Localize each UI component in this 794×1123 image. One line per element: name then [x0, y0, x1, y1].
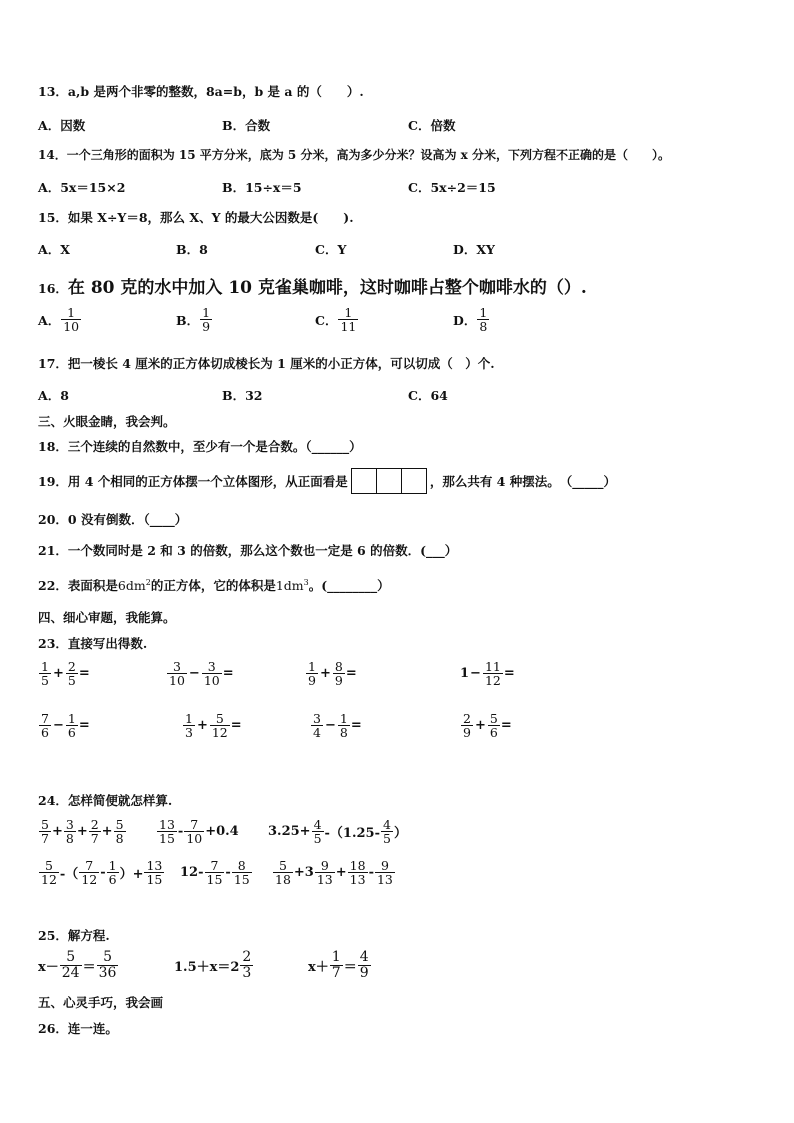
q17-option-a[interactable]: A．8	[38, 388, 69, 403]
q23-expr-3: $\frac{1}{9}$ + $\frac{8}{9}$ =	[308, 659, 357, 689]
q16-text: 在 80 克的水中加入 10 克雀巢咖啡，这时咖啡占整个咖啡水的（）.	[67, 278, 587, 298]
q23-expr-8: $\frac{2}{9}$ + $\frac{5}{6}$ =	[463, 711, 512, 741]
q24-expr-5: 12- $\frac{7}{15}$ - $\frac{8}{15}$	[180, 858, 250, 888]
question-20: 20．0 没有倒数．（____）	[38, 512, 188, 527]
q19-text-post: ，那么共有 4 种摆法。 （_____）	[429, 474, 616, 489]
q16-d-label: D．	[453, 312, 477, 328]
q16-c-label: C．	[315, 312, 338, 328]
q25-equation-3: x＋ 1 7 ＝ 4 9	[308, 949, 369, 981]
q24-expr-4: $\frac{5}{12}$ -（ $\frac{7}{12}$ - $\frac{1}{6}$ ）+ $\frac{13}{15}$	[41, 858, 163, 888]
q24-expr-3: 3.25+ $\frac{4}{5}$ -（1.25- $\frac{4}{5}$ ）	[268, 817, 407, 847]
q14-option-a[interactable]: A．5x＝15×2	[38, 180, 126, 195]
q22-volume: $1dm^3$	[275, 577, 309, 593]
question-14: 14．一个三角形的面积为 15 平方分米，底为 5 分米，高为多少分米？设高为 x 分米，下列方程不正确的是（ ）。	[38, 148, 670, 162]
q16-option-b[interactable]	[176, 306, 213, 333]
question-13: 13．a,b 是两个非零的整数，8a=b，b 是 a 的（ ）.	[38, 84, 364, 99]
q15-option-b[interactable]: B．8	[176, 242, 208, 257]
q25-equation-1: x－ 5 24 ＝ 5 36	[38, 949, 117, 981]
question-21: 21．一个数同时是 2 和 3 的倍数，那么这个数也一定是 6 的倍数．(___）	[38, 543, 458, 558]
question-25-title: 25．解方程.	[38, 928, 110, 943]
q23-expr-6: $\frac{1}{3}$ + $\frac{5}{12}$ =	[185, 711, 242, 741]
q14-option-c[interactable]: C．5x÷2＝15	[408, 180, 496, 195]
q16-a-label: A．	[38, 312, 61, 328]
q24-expr-1: $\frac{5}{7}$ + $\frac{3}{8}$ + $\frac{2}{7}$ + $\frac{5}{8}$	[41, 817, 124, 847]
q16-a-fraction: $\frac{1}{10}$	[63, 305, 80, 335]
question-26: 26．连一连。	[38, 1021, 118, 1036]
q24-expr-2: $\frac{13}{15}$ - $\frac{7}{10}$ +0.4	[159, 817, 239, 847]
question-19	[38, 468, 616, 494]
question-23-title: 23．直接写出得数.	[38, 636, 148, 651]
front-view-squares	[351, 468, 427, 494]
question-15: 15．如果 X÷Y＝8，那么 X、Y 的最大公因数是( ).	[38, 210, 354, 225]
q16-number: 16．	[38, 281, 68, 296]
q25-equation-2: 1.5＋x＝2 2 3	[174, 949, 252, 981]
q22-area: $6dm^2$	[117, 577, 151, 593]
q13-option-c[interactable]: C．倍数	[408, 118, 456, 133]
q15-option-c[interactable]: C．Y	[315, 242, 347, 257]
q15-option-a[interactable]: A．X	[38, 242, 70, 257]
q23-expr-5: $\frac{7}{6}$ − $\frac{1}{6}$ =	[41, 711, 90, 741]
q23-expr-4: 1 − $\frac{11}{12}$ =	[460, 659, 515, 689]
q16-option-d[interactable]	[453, 306, 490, 333]
section-3-heading: 三、火眼金睛，我会判。	[38, 414, 176, 429]
question-17: 17．把一棱长 4 厘米的正方体切成棱长为 1 厘米的小正方体，可以切成（ ）个.	[38, 356, 495, 371]
question-22	[38, 576, 390, 594]
q22-text-post: 。(________）	[308, 578, 390, 593]
q22-text-mid: 的正方体，它的体积是	[150, 578, 276, 593]
q16-d-fraction: $\frac{1}{8}$	[479, 305, 488, 335]
question-16	[38, 273, 587, 298]
q17-option-b[interactable]: B．32	[222, 388, 263, 403]
q13-option-b[interactable]: B．合数	[222, 118, 271, 133]
q19-text-pre: 19．用 4 个相同的正方体摆一个立体图形，从正面看是	[38, 474, 348, 489]
q23-expr-2: $\frac{3}{10}$ − $\frac{3}{10}$ =	[169, 659, 234, 689]
question-18: 18．三个连续的自然数中，至少有一个是合数。（______）	[38, 439, 362, 454]
q16-c-fraction: $\frac{1}{11}$	[340, 305, 357, 335]
q16-option-c[interactable]	[315, 306, 359, 333]
q14-option-b[interactable]: B．15÷x＝5	[222, 180, 302, 195]
q22-text-pre: 22．表面积是	[38, 578, 118, 593]
q16-b-label: B．	[176, 312, 200, 328]
q13-option-a[interactable]: A．因数	[38, 118, 86, 133]
q15-option-d[interactable]: D．XY	[453, 242, 495, 257]
section-4-heading: 四、细心审题，我能算。	[38, 610, 176, 625]
q16-option-a[interactable]	[38, 306, 82, 333]
section-5-heading: 五、心灵手巧，我会画	[38, 995, 164, 1010]
q16-b-fraction: $\frac{1}{9}$	[202, 305, 211, 335]
q24-expr-6: $\frac{5}{18}$ +3 $\frac{9}{13}$ + $\frac{18}{13}$ - $\frac{9}{13}$	[275, 858, 393, 888]
q17-option-c[interactable]: C．64	[408, 388, 448, 403]
q23-expr-7: $\frac{3}{4}$ − $\frac{1}{8}$ =	[313, 711, 362, 741]
q23-expr-1: $\frac{1}{5}$ + $\frac{2}{5}$ =	[41, 659, 90, 689]
question-24-title: 24．怎样简便就怎样算.	[38, 793, 173, 808]
